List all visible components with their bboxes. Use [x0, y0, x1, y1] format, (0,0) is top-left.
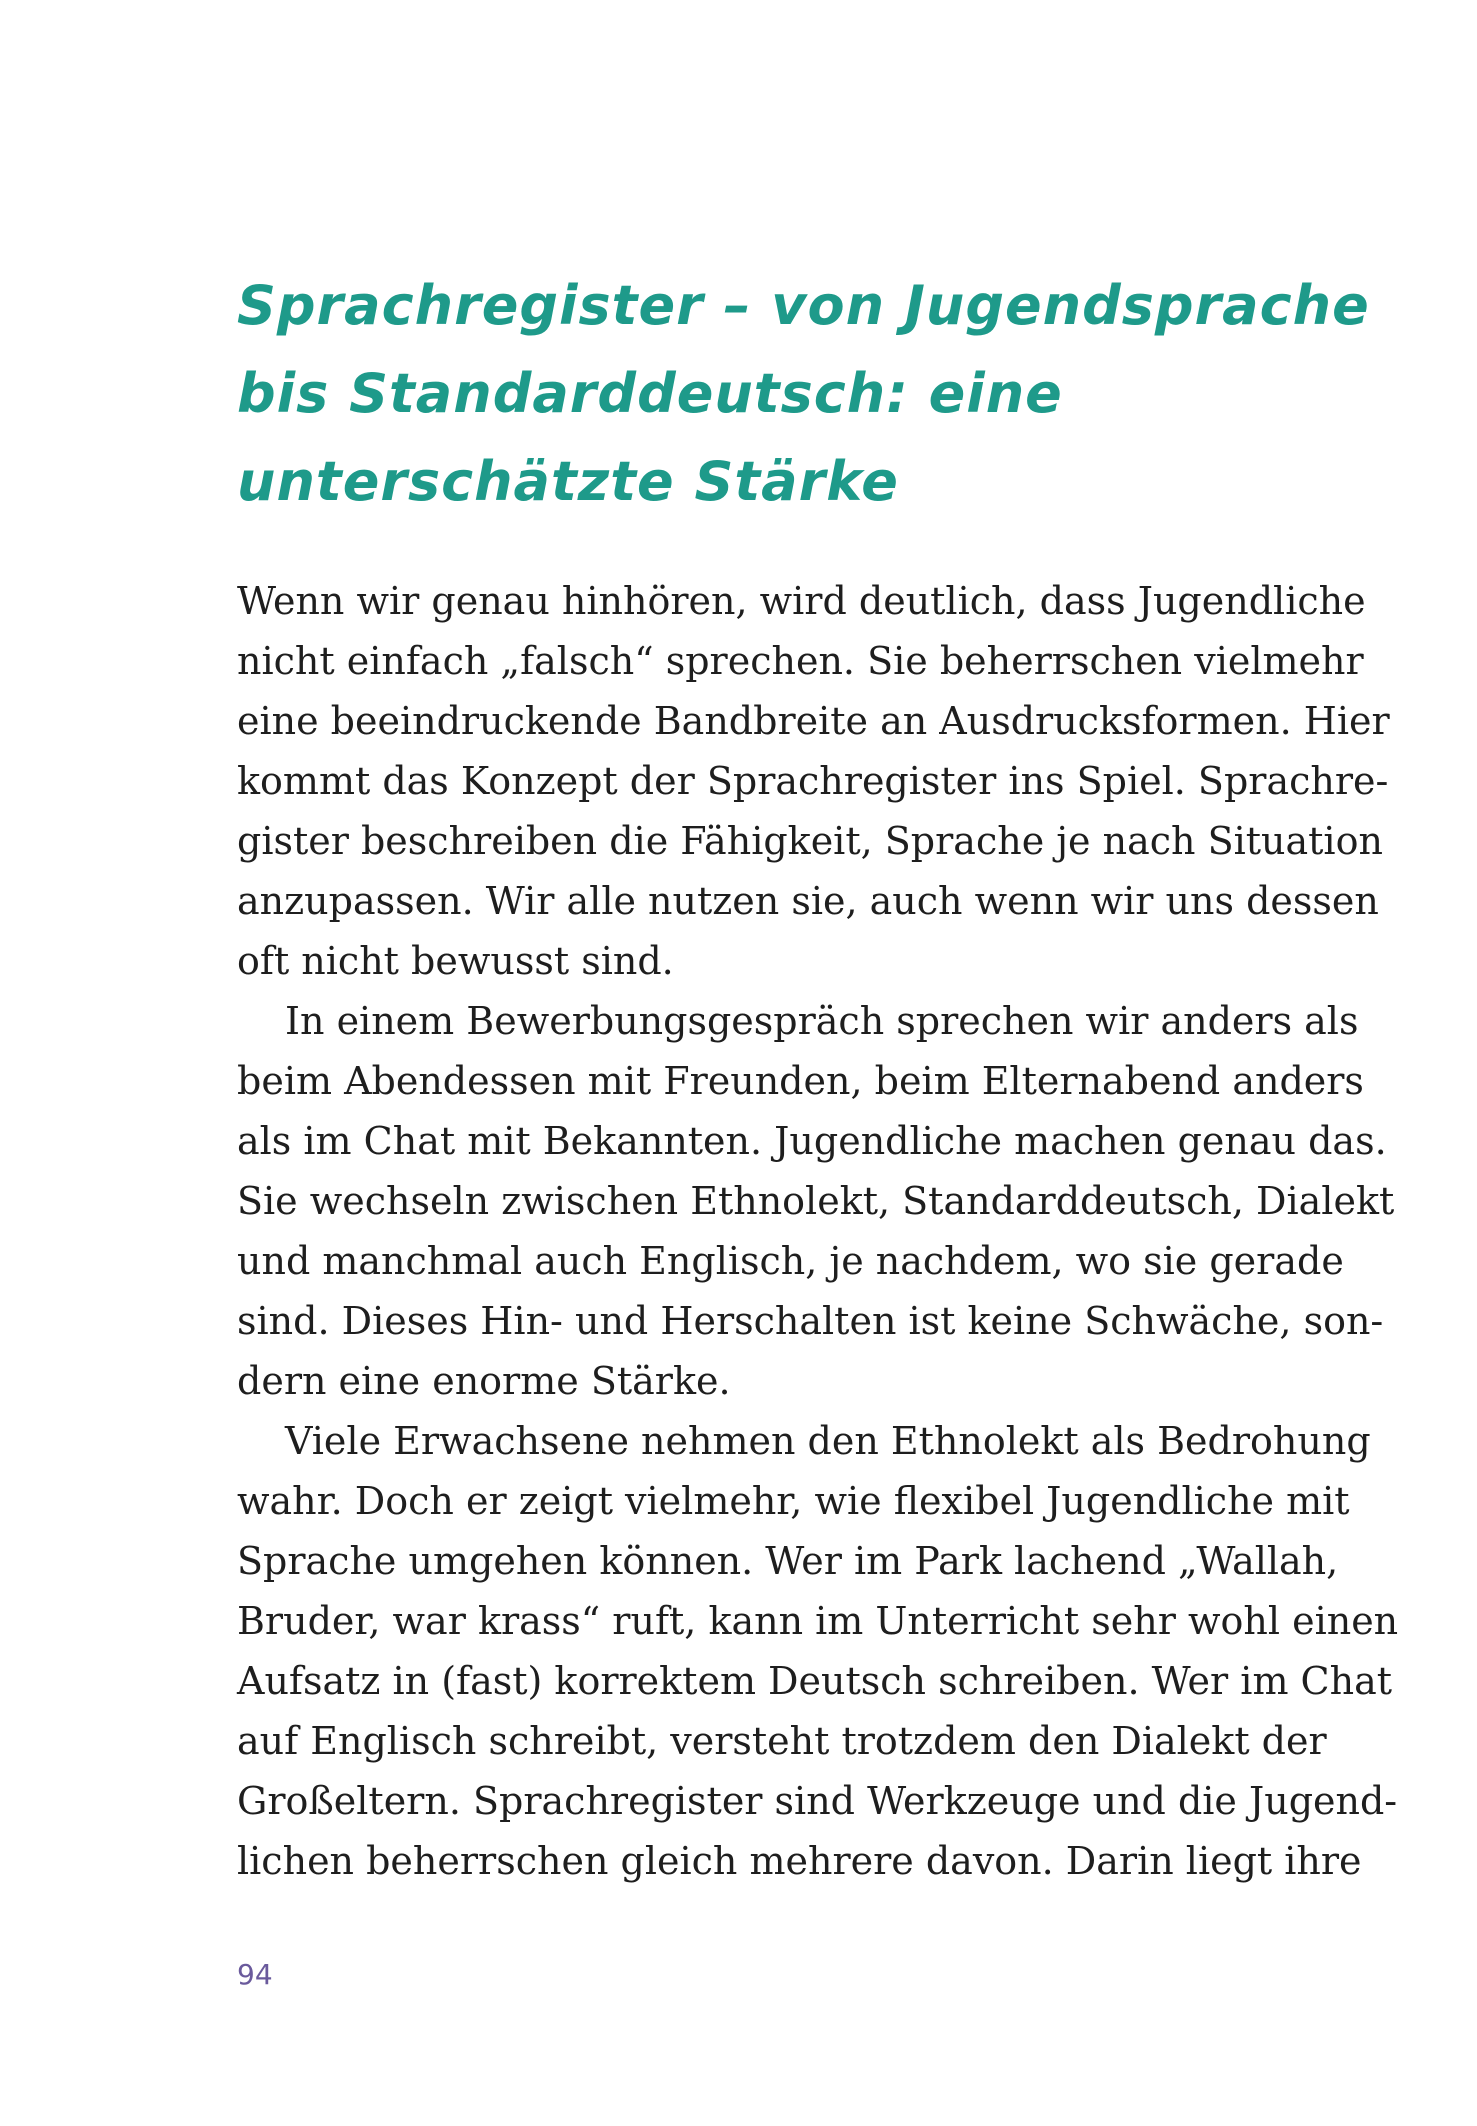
- heading-line: unterschätzte Stärke: [237, 450, 899, 513]
- text-line: beim Abendessen mit Freunden, beim Elternabend anders: [237, 1059, 1364, 1103]
- text-line: als im Chat mit Bekannten. Jugendliche machen genau das.: [237, 1119, 1387, 1163]
- text-line: Aufsatz in (fast) korrektem Deutsch schreiben. Wer im Chat: [237, 1659, 1393, 1703]
- text-line: Viele Erwachsene nehmen den Ethnolekt als Bedrohung: [285, 1419, 1371, 1463]
- text-line: gister beschreiben die Fähigkeit, Sprache je nach Situation: [237, 819, 1383, 863]
- text-line: und manchmal auch Englisch, je nachdem, wo sie gerade: [237, 1239, 1344, 1283]
- paragraph-3: [237, 1411, 1399, 1891]
- text-line: Sprache umgehen können. Wer im Park lachend „Wallah,: [237, 1539, 1339, 1583]
- text-line: Bruder, war krass“ ruft, kann im Unterricht sehr wohl einen: [237, 1599, 1399, 1643]
- text-line: In einem Bewerbungsgespräch sprechen wir anders als: [285, 999, 1359, 1043]
- text-line: Sie wechseln zwischen Ethnolekt, Standarddeutsch, Dialekt: [237, 1179, 1395, 1223]
- text-line: nicht einfach „falsch“ sprechen. Sie beherrschen vielmehr: [237, 639, 1364, 683]
- heading-line: Sprachregister – von Jugendsprache: [237, 274, 1370, 337]
- text-line: wahr. Doch er zeigt vielmehr, wie flexibel Jugendliche mit: [237, 1479, 1350, 1523]
- text-line: Wenn wir genau hinhören, wird deutlich, dass Jugendliche: [237, 579, 1366, 623]
- text-line: lichen beherrschen gleich mehrere davon. Darin liegt ihre: [237, 1839, 1362, 1883]
- body-text: [237, 571, 1399, 1891]
- text-line: sind. Dieses Hin- und Herschalten ist keine Schwäche, son-: [237, 1299, 1384, 1343]
- paragraph-2: [237, 991, 1395, 1411]
- text-line: Großeltern. Sprachregister sind Werkzeuge und die Jugend-: [237, 1779, 1398, 1823]
- text-line: oft nicht bewusst sind.: [237, 939, 674, 983]
- text-line: dern eine enorme Stärke.: [237, 1359, 731, 1403]
- text-line: auf Englisch schreibt, versteht trotzdem den Dialekt der: [237, 1719, 1327, 1763]
- text-line: anzupassen. Wir alle nutzen sie, auch wenn wir uns dessen: [237, 879, 1379, 923]
- heading-line: bis Standarddeutsch: eine: [237, 362, 1063, 425]
- paragraph-1: [237, 571, 1390, 991]
- chapter-heading: [237, 262, 1370, 526]
- page-number: 94: [237, 1958, 273, 1991]
- text-line: eine beeindruckende Bandbreite an Ausdrucksformen. Hier: [237, 699, 1390, 743]
- text-line: kommt das Konzept der Sprachregister ins Spiel. Sprachre-: [237, 759, 1389, 803]
